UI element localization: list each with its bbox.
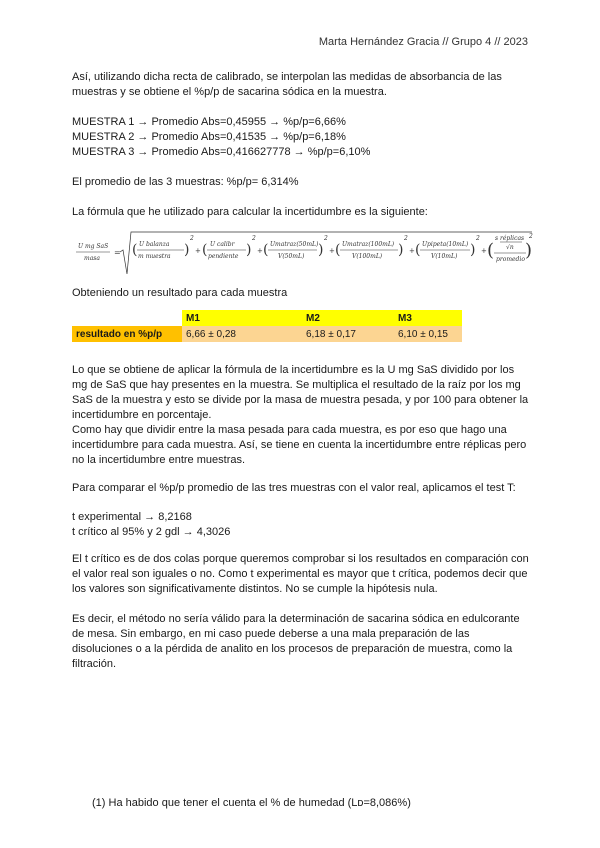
results-table <box>72 310 462 342</box>
svg-text:): ) <box>184 242 190 258</box>
svg-text:2: 2 <box>529 233 533 240</box>
svg-text:(: ( <box>263 242 269 258</box>
svg-text:(: ( <box>487 240 495 261</box>
paragraph-conclusion: Es decir, el método no sería válido para la determinación de sacarina sódica en edulcorante de mesa. Sin embargo, en mi caso puede deberse a una mala preparación de las disoluciones o a la pérdida de analito en los procesos de preparación de muestra, como la filtración. <box>72 613 520 670</box>
paragraph-ttest-explanation: El t crítico es de dos colas porque queremos comprobar si los resultados en comparación con el valor real son iguales o no. Como t experimental es mayor que t crítica, podemos decir que los valores son significativamente distintos. No se cumple la hipótesis nula. <box>72 553 529 595</box>
formula-lhs-num: U mg SaS <box>78 243 109 250</box>
results-table-header-row <box>72 310 462 326</box>
intro-paragraph: Así, utilizando dicha recta de calibrado, se interpolan las medidas de absorbancia de las muestras y se obtiene el %p/p de sacarina sódica en la muestra. <box>72 71 502 98</box>
svg-text:+: + <box>409 247 415 255</box>
formula-lhs-den: masa <box>84 255 100 262</box>
formula-t3-den: V(50mL) <box>278 253 305 260</box>
results-table-row <box>72 326 462 342</box>
formula-t4-den: V(100mL) <box>352 253 383 260</box>
svg-text:(: ( <box>132 242 138 258</box>
t-experimental-line: t experimental → 8,2168 <box>72 511 192 523</box>
paragraph-uncertainty: Lo que se obtiene de aplicar la fórmula de la incertidumbre es la U mg SaS dividido por los mg de SaS que hay presentes en la muestra. Se multiplica el resultado de la raíz por los mg SaS de la muestra y esto se divide por la masa de muestra pesada, y por 100 para obtener la incertidumbre en porcentaje. <box>72 364 529 421</box>
formula-t6-num: s réplicas <box>495 235 525 242</box>
formula-t6-den: promedio <box>496 256 525 263</box>
formula-intro: La fórmula que he utilizado para calcular la incertidumbre es la siguiente: <box>72 206 428 218</box>
svg-text:2: 2 <box>324 235 328 242</box>
formula-t3-num: Umatraz(50mL) <box>270 241 319 248</box>
svg-text:+: + <box>481 247 487 255</box>
footnote: (1) Ha habido que tener el cuenta el % de humedad (Lᴅ=8,086%) <box>92 797 411 809</box>
svg-text:2: 2 <box>190 235 194 242</box>
svg-text:(: ( <box>202 242 208 258</box>
formula-t4-num: Umatraz(100mL) <box>342 241 395 248</box>
header-m3: M3 <box>394 310 462 326</box>
svg-text:2: 2 <box>252 235 256 242</box>
svg-text:+: + <box>329 247 335 255</box>
formula-t6-mid: √n <box>506 244 514 251</box>
formula-t2-den: pendiente <box>208 253 239 260</box>
svg-text:): ) <box>398 242 404 258</box>
value-m3: 6,10 ± 0,15 <box>394 326 462 342</box>
svg-text:(: ( <box>335 242 341 258</box>
svg-text:2: 2 <box>404 235 408 242</box>
svg-text:): ) <box>246 242 252 258</box>
ttest-intro: Para comparar el %p/p promedio de las tres muestras con el valor real, aplicamos el test T: <box>72 482 516 494</box>
value-m1: 6,66 ± 0,28 <box>182 326 302 342</box>
muestra-3-line: MUESTRA 3 → Promedio Abs=0,416627778 → %p/p=6,10% <box>72 146 371 158</box>
promedio-line: El promedio de las 3 muestras: %p/p= 6,314% <box>72 176 299 188</box>
value-m2: 6,18 ± 0,17 <box>302 326 394 342</box>
muestra-2-line: MUESTRA 2 → Promedio Abs=0,41535 → %p/p=6,18% <box>72 131 346 143</box>
row-label: resultado en %p/p <box>72 326 182 342</box>
svg-text:=: = <box>114 248 121 257</box>
page-header: Marta Hernández Gracia // Grupo 4 // 2023 <box>318 36 528 48</box>
svg-text:2: 2 <box>476 235 480 242</box>
table-intro: Obteniendo un resultado para cada muestra <box>72 287 288 299</box>
muestra-1-line: MUESTRA 1 → Promedio Abs=0,45955 → %p/p=6,66% <box>72 116 346 128</box>
svg-text:): ) <box>525 240 533 261</box>
results-table-corner <box>72 310 182 326</box>
formula-t5-num: Upipeta(10mL) <box>422 241 469 248</box>
header-m2: M2 <box>302 310 394 326</box>
svg-text:): ) <box>470 242 476 258</box>
svg-text:): ) <box>318 242 324 258</box>
svg-text:+: + <box>195 247 201 255</box>
formula-t1-num: U balanza <box>139 241 170 248</box>
header-m1: M1 <box>182 310 302 326</box>
svg-text:+: + <box>257 247 263 255</box>
formula-t1-den: m muestra <box>138 253 171 260</box>
formula-t5-den: V(10mL) <box>431 253 458 260</box>
uncertainty-formula <box>74 228 534 278</box>
svg-text:(: ( <box>415 242 421 258</box>
paragraph-per-sample: Como hay que dividir entre la masa pesada para cada muestra, es por eso que hago una incertidumbre para cada muestra. Así, se tiene en cuenta la incertidumbre entre réplicas pero no la incertidumbre entre muestras. <box>72 424 527 466</box>
formula-t2-num: U calibr <box>210 241 235 248</box>
t-critical-line: t crítico al 95% y 2 gdl → 4,3026 <box>72 526 231 538</box>
